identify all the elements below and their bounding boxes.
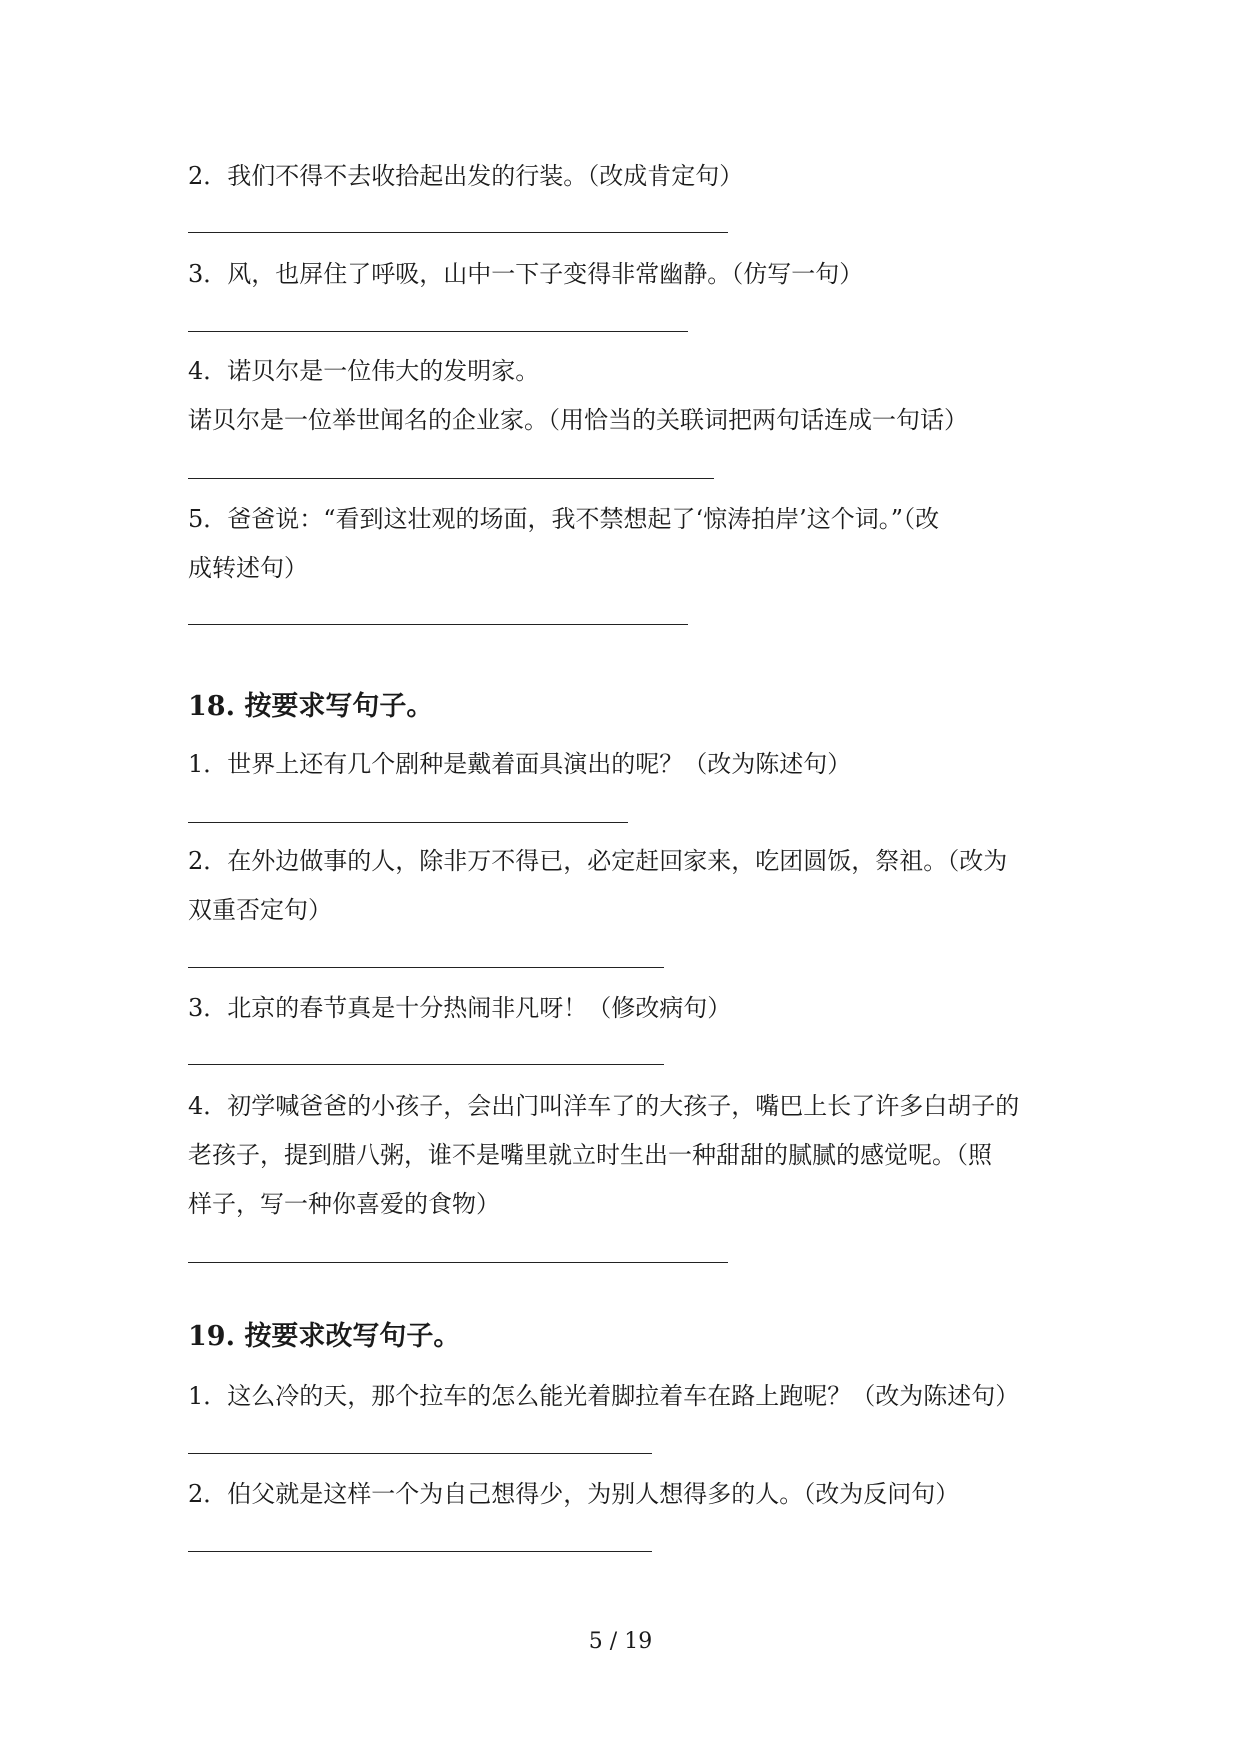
answer-line-17-5[interactable] — [188, 624, 688, 625]
answer-line-19-1[interactable] — [188, 1453, 652, 1454]
answer-line-17-3[interactable] — [188, 331, 688, 332]
question-19-1: 1．这么冷的天，那个拉车的怎么能光着脚拉着车在路上跑呢？（改为陈述句） — [188, 1382, 1020, 1410]
answer-line-17-2[interactable] — [188, 232, 728, 233]
question-17-4-line2: 诺贝尔是一位举世闻名的企业家。（用恰当的关联词把两句话连成一句话） — [188, 406, 968, 434]
question-18-3: 3．北京的春节真是十分热闹非凡呀！（修改病句） — [188, 994, 732, 1022]
answer-line-17-4[interactable] — [188, 478, 714, 479]
question-17-3: 3．风，也屏住了呼吸，山中一下子变得非常幽静。（仿写一句） — [188, 260, 864, 288]
answer-line-18-3[interactable] — [188, 1064, 664, 1065]
question-17-2: 2．我们不得不去收拾起出发的行装。（改成肯定句） — [188, 162, 744, 190]
question-18-1: 1．世界上还有几个剧种是戴着面具演出的呢？（改为陈述句） — [188, 750, 852, 778]
question-19-2: 2．伯父就是这样一个为自己想得少，为别人想得多的人。（改为反问句） — [188, 1480, 960, 1508]
answer-line-19-2[interactable] — [188, 1551, 652, 1552]
question-17-4-line1: 4．诺贝尔是一位伟大的发明家。 — [188, 357, 540, 385]
section-19-heading: 19. 按要求改写句子。 — [188, 1321, 461, 1352]
answer-line-18-1[interactable] — [188, 822, 628, 823]
question-18-4-line2: 老孩子，提到腊八粥，谁不是嘴里就立时生出一种甜甜的腻腻的感觉呢。（照 — [188, 1141, 992, 1169]
question-18-2-line1: 2．在外边做事的人，除非万不得已，必定赶回家来，吃团圆饭，祭祖。（改为 — [188, 847, 1008, 875]
question-18-2-line2: 双重否定句） — [188, 896, 332, 924]
question-17-5-line1: 5．爸爸说：“看到这壮观的场面，我不禁想起了‘惊涛拍岸’这个词。”（改 — [188, 505, 940, 533]
page-number: 5 / 19 — [588, 1629, 653, 1654]
answer-line-18-2[interactable] — [188, 967, 664, 968]
question-18-4-line3: 样子，写一种你喜爱的食物） — [188, 1190, 500, 1218]
answer-line-18-4[interactable] — [188, 1262, 728, 1263]
question-17-5-line2: 成转述句） — [188, 554, 308, 582]
section-18-heading: 18. 按要求写句子。 — [188, 691, 434, 722]
question-18-4-line1: 4．初学喊爸爸的小孩子，会出门叫洋车了的大孩子，嘴巴上长了许多白胡子的 — [188, 1092, 1020, 1120]
